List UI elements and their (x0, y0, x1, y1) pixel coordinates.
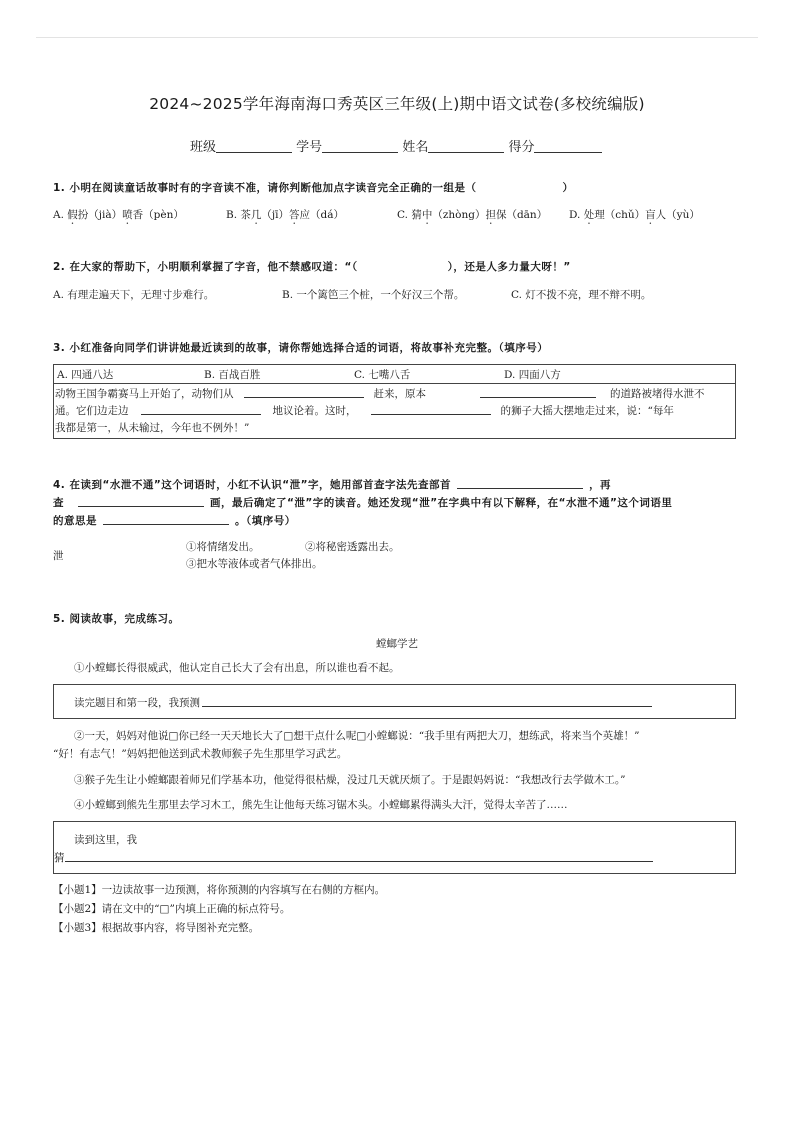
score-blank[interactable] (534, 138, 602, 153)
q4-dictionary-char: 泄 (53, 550, 64, 562)
q4-meaning-1: ①将情绪发出。 (186, 541, 260, 553)
q3-choice-b: B. 百战百胜 (204, 369, 261, 381)
q1-option-c[interactable]: C. 猜中（zhòng）担保（dān） (397, 209, 548, 221)
name-label: 姓名 (402, 140, 429, 155)
prediction-blank-1[interactable] (202, 695, 652, 707)
prediction-blank-2[interactable] (65, 850, 653, 862)
q4-blank-strokes[interactable] (78, 495, 204, 507)
story-paragraph-1: ①小螳螂长得很威武，他认定自己长大了会有出息，所以谁也看不起。 (74, 662, 400, 674)
q1-option-d[interactable]: D. 处理（chǔ）盲人（yù） (569, 209, 700, 221)
q3-choice-c: C. 七嘴八舌 (354, 369, 411, 381)
q3-word-table (53, 364, 736, 439)
story-paragraph-2-line-2: “好！有志气！”妈妈把他送到武术教师猴子先生那里学习武艺。 (53, 748, 348, 760)
q4-meaning-2: ②将秘密透露出去。 (305, 541, 400, 553)
q3-choice-d: D. 四面八方 (504, 369, 561, 381)
story-title: 螳螂学艺 (376, 638, 418, 650)
q2-option-b[interactable]: B. 一个篱笆三个桩，一个好汉三个帮。 (282, 289, 465, 301)
q3-choice-a: A. 四通八达 (57, 369, 114, 381)
q3-story-line-2: 通。它们边走边 地议论着。这时， 的狮子大摇大摆地走过来，说：“每年 (55, 405, 674, 417)
question-2-stem: 2. 在大家的帮助下，小明顺利掌握了字音，他不禁感叹道：“（ ），还是人多力量大呀！” (53, 261, 571, 273)
question-4-line-1: 4. 在读到“水泄不通”这个词语时，小红不认识“泄”字，她用部首查字法先查部首 ，再 (53, 479, 612, 491)
student-info-line (190, 136, 602, 155)
question-3-stem: 3. 小红准备向同学们讲讲她最近读到的故事，请你帮她选择合适的词语，将故事补充完整。（填序号） (53, 342, 549, 354)
name-blank[interactable] (428, 138, 504, 153)
page-title: 2024~2025学年海南海口秀英区三年级(上)期中语文试卷(多校统编版) (149, 95, 645, 113)
q1-option-a[interactable]: A. 假扮（jià）喷香（pèn） (53, 209, 184, 221)
story-paragraph-2-line-1: ②一天，妈妈对他说□你已经一天天地长大了□想干点什么呢□小螳螂说：“我手里有两把大刀，想练武，将来当个英雄！” (74, 730, 640, 742)
prediction-box-2[interactable]: 读到这里，我 猜 (53, 821, 736, 874)
class-blank[interactable] (216, 138, 292, 153)
question-1-stem: 1. 小明在阅读童话故事时有的字音读不准，请你判断他加点字读音完全正确的一组是（ ） (53, 182, 574, 194)
story-paragraph-3: ③猴子先生让小螳螂跟着师兄们学基本功，他觉得很枯燥，没过几天就厌烦了。于是跟妈妈说：“我想改行去学做木工。” (74, 774, 626, 786)
class-label: 班级 (190, 140, 217, 155)
q3-choice-row (54, 365, 735, 384)
header-divider (36, 37, 758, 38)
prediction-box-1[interactable]: 读完题目和第一段，我预测 (53, 684, 736, 719)
q2-option-a[interactable]: A. 有理走遍天下，无理寸步难行。 (53, 289, 215, 301)
number-blank[interactable] (322, 138, 398, 153)
story-paragraph-4: ④小螳螂到熊先生那里去学习木工，熊先生让他每天练习锯木头。小螳螂累得满头大汗，觉得太辛苦了…… (74, 799, 568, 811)
question-4-line-2: 查 画，最后确定了“泄”字的读音。她还发现“泄”在字典中有以下解释，在“水泄不通”这个词语里 (53, 497, 673, 509)
q3-blank-3[interactable] (141, 403, 261, 415)
question-4-line-3: 的意思是 。（填序号） (53, 515, 296, 527)
q3-story-line-3: 我都是第一，从未输过，今年也不例外！” (55, 422, 250, 434)
score-label: 得分 (508, 140, 535, 155)
sub-question-1: 【小题1】一边读故事一边预测，将你预测的内容填写在右侧的方框内。 (53, 884, 386, 896)
q3-story-line-1: 动物王国争霸赛马上开始了，动物们从 赶来，原本 的道路被堵得水泄不 (55, 388, 705, 400)
prediction-box-2-line-1: 读到这里，我 (74, 834, 137, 846)
q4-blank-meaning[interactable] (103, 513, 229, 525)
q3-blank-4[interactable] (371, 403, 491, 415)
q1-option-b[interactable]: B. 茶几（jī）答应（dá） (226, 209, 345, 221)
q2-option-c[interactable]: C. 灯不拨不亮，理不辩不明。 (511, 289, 652, 301)
q4-meaning-3: ③把水等液体或者气体排出。 (186, 558, 323, 570)
q3-blank-2[interactable] (480, 386, 596, 398)
question-5-stem: 5. 阅读故事，完成练习。 (53, 613, 180, 625)
sub-question-3: 【小题3】根据故事内容，将导图补充完整。 (53, 922, 260, 934)
q3-blank-1[interactable] (244, 386, 364, 398)
number-label: 学号 (296, 140, 323, 155)
sub-question-2: 【小题2】请在文中的“□”内填上正确的标点符号。 (53, 903, 291, 915)
q4-blank-radical[interactable] (457, 477, 583, 489)
